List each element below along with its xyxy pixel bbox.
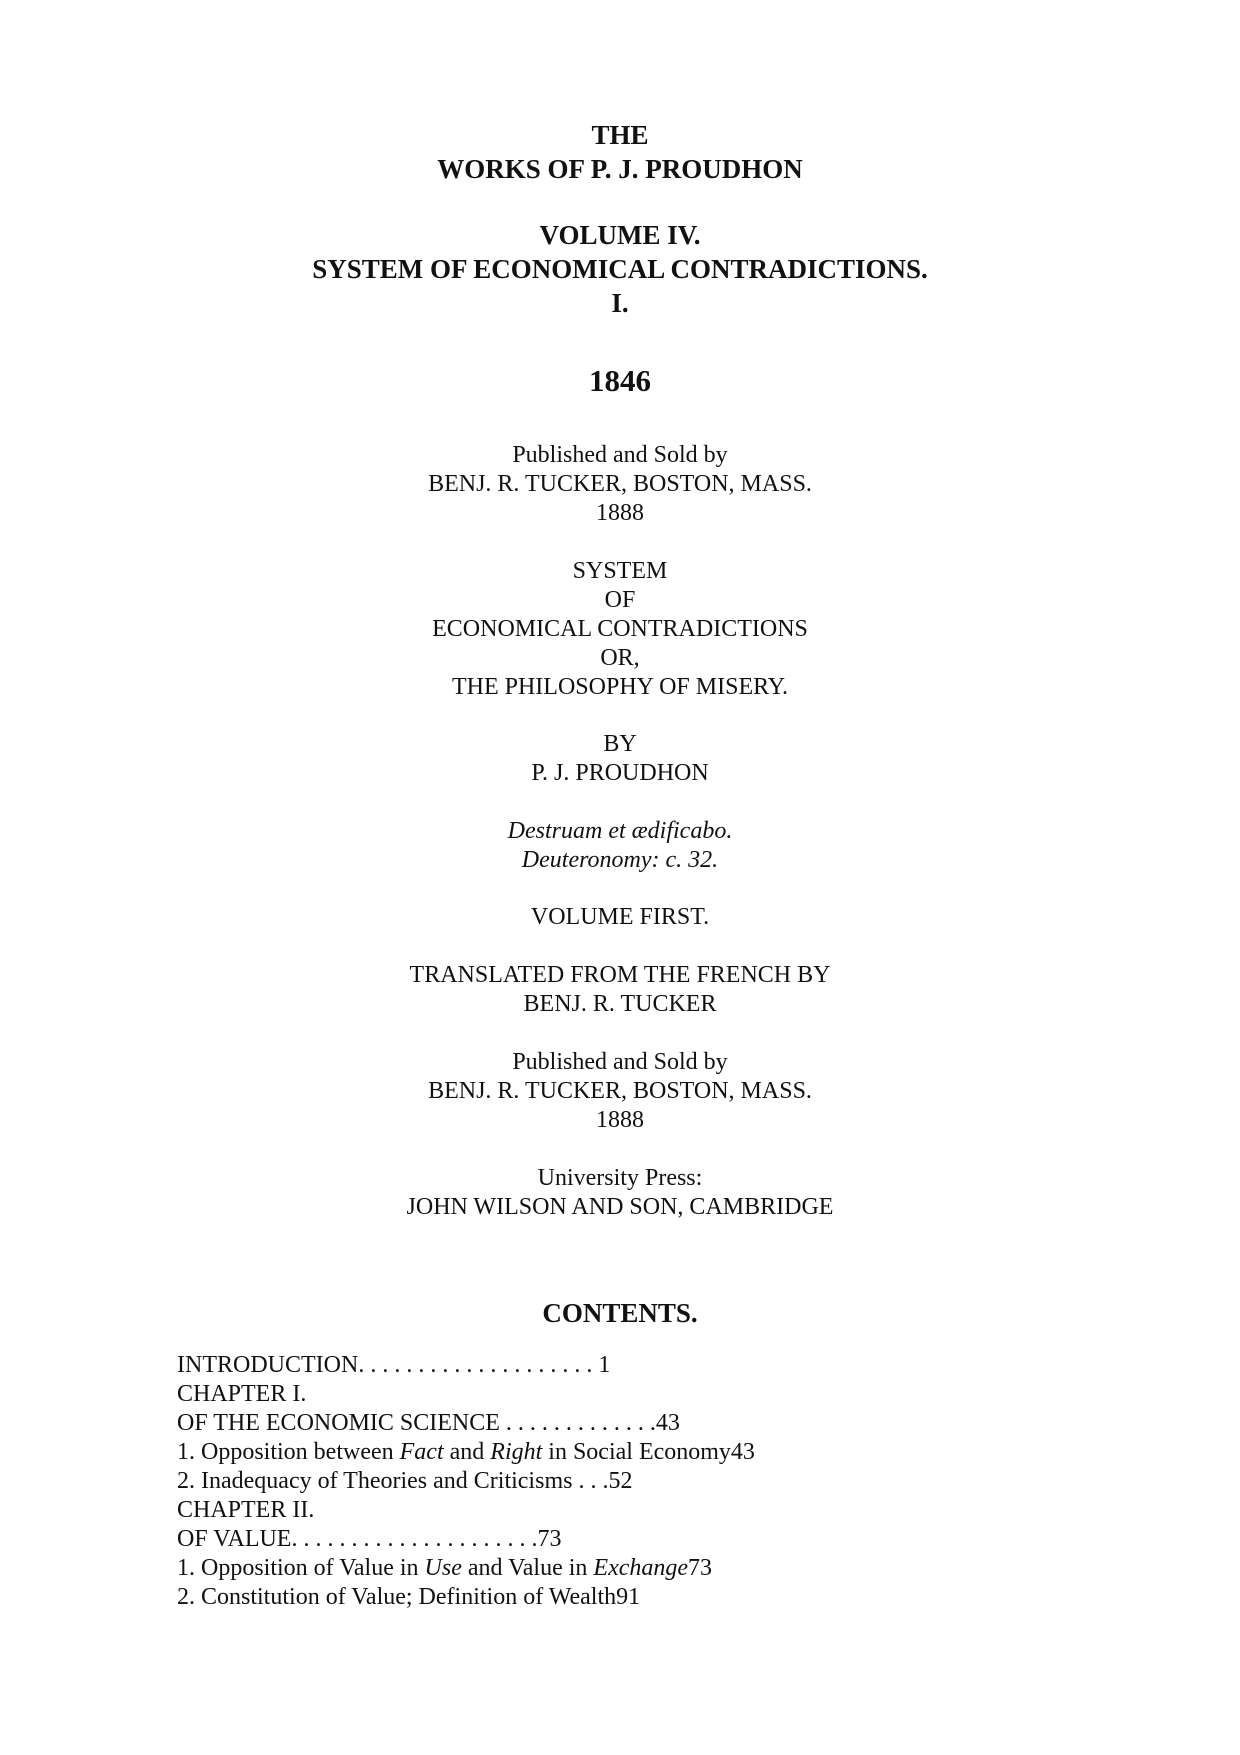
subtitle-line-4: OR, bbox=[600, 645, 640, 671]
publisher-1-line-3: 1888 bbox=[596, 500, 644, 526]
toc-entry-emphasis: Right bbox=[490, 1439, 543, 1465]
toc-entry-emphasis: Fact bbox=[399, 1439, 444, 1465]
volume-first bbox=[0, 903, 1240, 932]
toc-entry bbox=[177, 1351, 1077, 1380]
toc-entry-text: 1. Opposition between bbox=[177, 1439, 400, 1465]
author-line-1: BY bbox=[603, 731, 637, 757]
toc-entry-text: in Social Economy43 bbox=[542, 1439, 755, 1465]
volume-heading-line-2: SYSTEM OF ECONOMICAL CONTRADICTIONS. bbox=[312, 254, 928, 284]
toc-entry-text: 2. Constitution of Value; Definition of Wealth91 bbox=[177, 1584, 641, 1610]
publisher-block-2 bbox=[0, 1048, 1240, 1135]
toc-entry bbox=[177, 1496, 1077, 1525]
translator-line-2: BENJ. R. TUCKER bbox=[523, 991, 717, 1017]
series-title-line-1: THE bbox=[591, 120, 649, 150]
publisher-1-line-1: Published and Sold by bbox=[512, 442, 728, 468]
subtitle-line-3: ECONOMICAL CONTRADICTIONS bbox=[432, 616, 808, 642]
publisher-2-line-1: Published and Sold by bbox=[512, 1049, 728, 1075]
printer-line-1: University Press: bbox=[537, 1165, 703, 1191]
toc-entry-text: CHAPTER I. bbox=[177, 1381, 307, 1407]
toc-entry-text: 73 bbox=[688, 1555, 713, 1581]
epigraph-line-1: Destruam et ædificabo. bbox=[507, 818, 733, 844]
toc-entry bbox=[177, 1583, 1077, 1612]
toc-entry-text: INTRODUCTION. . . . . . . . . . . . . . . . . . . . 1 bbox=[177, 1352, 611, 1378]
year-heading bbox=[0, 362, 1240, 400]
series-title-line-2: WORKS OF P. J. PROUDHON bbox=[437, 154, 803, 184]
toc-entry bbox=[177, 1380, 1077, 1409]
toc-entry-text: 1. Opposition of Value in bbox=[177, 1555, 425, 1581]
subtitle-line-1: SYSTEM bbox=[572, 558, 668, 584]
toc-entry-text: and Value in bbox=[461, 1555, 594, 1581]
epigraph bbox=[0, 817, 1240, 875]
publisher-2-line-2: BENJ. R. TUCKER, BOSTON, MASS. bbox=[428, 1078, 812, 1104]
subtitle-block bbox=[0, 557, 1240, 702]
contents-title-text: CONTENTS. bbox=[542, 1298, 698, 1328]
toc-entry-emphasis: Exchange bbox=[593, 1555, 689, 1581]
author-block bbox=[0, 730, 1240, 788]
translator-block bbox=[0, 961, 1240, 1019]
volume-heading-line-1: VOLUME IV. bbox=[539, 220, 701, 250]
toc-entry-text: CHAPTER II. bbox=[177, 1497, 315, 1523]
publisher-1-line-2: BENJ. R. TUCKER, BOSTON, MASS. bbox=[428, 471, 812, 497]
subtitle-line-2: OF bbox=[604, 587, 636, 613]
volume-first-text: VOLUME FIRST. bbox=[530, 904, 710, 930]
toc-entry-text: and bbox=[443, 1439, 491, 1465]
printer-block bbox=[0, 1164, 1240, 1222]
contents-title bbox=[0, 1296, 1240, 1330]
table-of-contents bbox=[177, 1351, 1077, 1612]
toc-entry bbox=[177, 1554, 1077, 1583]
toc-entry-text: OF VALUE. . . . . . . . . . . . . . . . . . . . .73 bbox=[177, 1526, 562, 1552]
publisher-block-1 bbox=[0, 441, 1240, 528]
toc-entry-text: 2. Inadequacy of Theories and Criticisms . . .52 bbox=[177, 1468, 633, 1494]
subtitle-line-5: THE PHILOSOPHY OF MISERY. bbox=[451, 674, 789, 700]
toc-entry-text: OF THE ECONOMIC SCIENCE . . . . . . . . . . . . .43 bbox=[177, 1410, 680, 1436]
author-line-2: P. J. PROUDHON bbox=[531, 760, 709, 786]
volume-heading-line-3: I. bbox=[611, 288, 629, 318]
series-title bbox=[0, 118, 1240, 186]
year-text: 1846 bbox=[589, 363, 651, 398]
toc-entry-emphasis: Use bbox=[424, 1555, 462, 1581]
toc-entry bbox=[177, 1409, 1077, 1438]
volume-heading bbox=[0, 218, 1240, 320]
epigraph-line-2: Deuteronomy: c. 32. bbox=[521, 847, 719, 873]
publisher-2-line-3: 1888 bbox=[596, 1107, 644, 1133]
printer-line-2: JOHN WILSON AND SON, CAMBRIDGE bbox=[406, 1194, 834, 1220]
toc-entry bbox=[177, 1525, 1077, 1554]
translator-line-1: TRANSLATED FROM THE FRENCH BY bbox=[409, 962, 831, 988]
toc-entry bbox=[177, 1438, 1077, 1467]
toc-entry bbox=[177, 1467, 1077, 1496]
